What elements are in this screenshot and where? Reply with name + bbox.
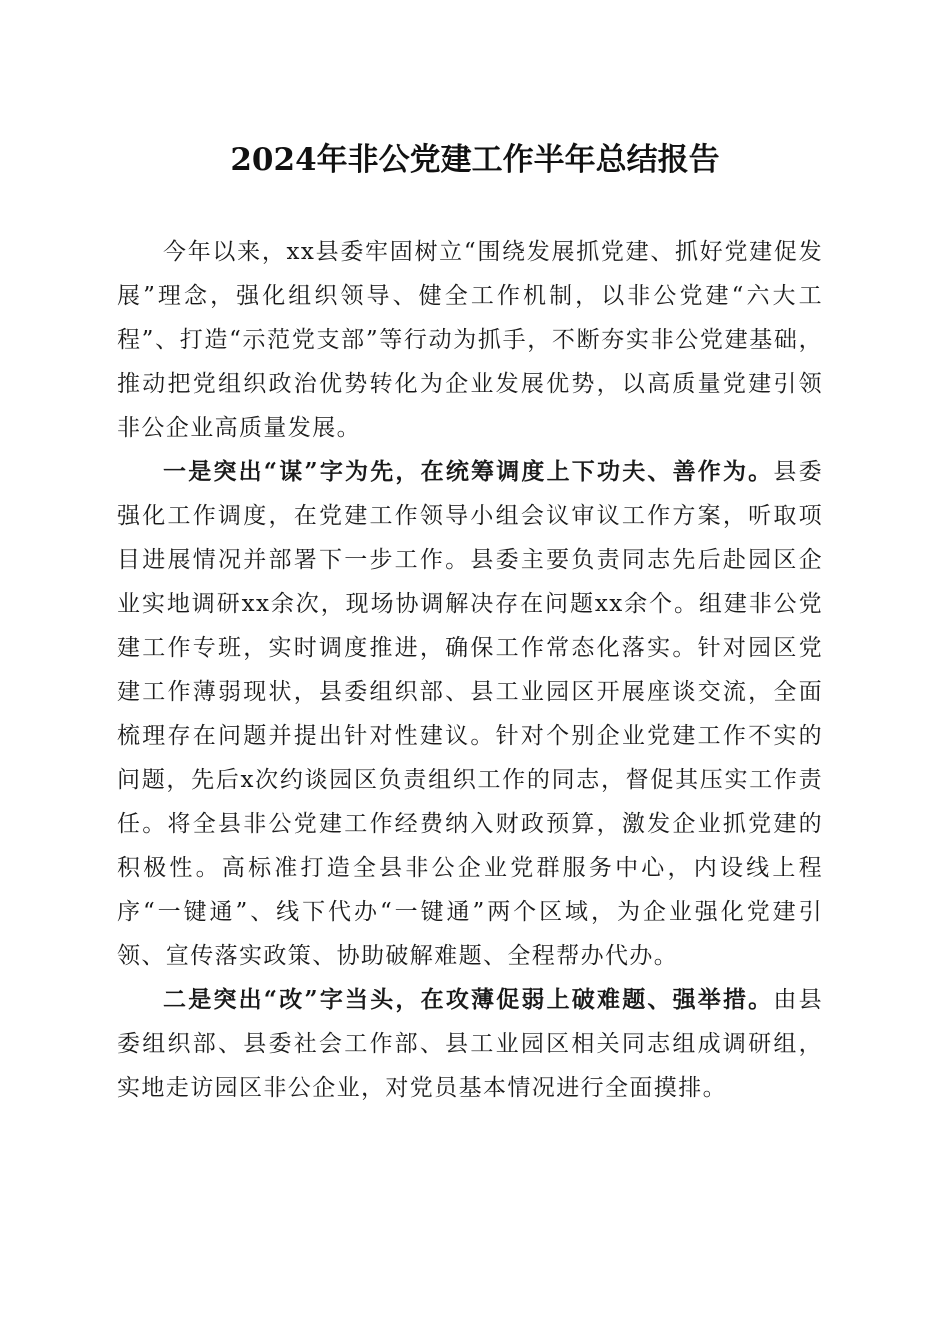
- paragraph-text: 县委强化工作调度，在党建工作领导小组会议审议工作方案，听取项目进展情况并部署下一步工作。县委主要负责同志先后赴园区企业实地调研xx余次，现场协调解决存在问题xx余个。组建非公党建工作专班，实时调度推进，确保工作常态化落实。针对园区党建工作薄弱现状，县委组织部、县工业园区开展座谈交流，全面梳理存在问题并提出针对性建议。针对个别企业党建工作不实的问题，先后x次约谈园区负责组织工作的同志，督促其压实工作责任。将全县非公党建工作经费纳入财政预算，激发企业抓党建的积极性。高标准打造全县非公企业党群服务中心，内设线上程序“一键通”、线下代办“一键通”两个区域，为企业强化党建引领、宣传落实政策、协助破解难题、全程帮办代办。: [117, 459, 823, 969]
- paragraph-section-2: [117, 978, 823, 1110]
- paragraph-intro: [117, 230, 823, 450]
- paragraph-lead: 二是突出“改”字当头，在攻薄促弱上破难题、强举措。: [163, 986, 774, 1013]
- document-title: 2024年非公党建工作半年总结报告: [230, 142, 720, 178]
- paragraph-section-1: [117, 450, 823, 978]
- paragraph-text: 今年以来，xx县委牢固树立“围绕发展抓党建、抓好党建促发展”理念，强化组织领导、健全工作机制，以非公党建“六大工程”、打造“示范党支部”等行动为抓手，不断夯实非公党建基础，推动把党组织政治优势转化为企业发展优势，以高质量党建引领非公企业高质量发展。: [117, 239, 823, 441]
- document-body: [117, 230, 823, 1110]
- paragraph-lead: 一是突出“谋”字为先，在统筹调度上下功夫、善作为。: [163, 458, 774, 485]
- paragraph-text: 由县委组织部、县委社会工作部、县工业园区相关同志组成调研组，实地走访园区非公企业，对党员基本情况进行全面摸排。: [117, 987, 823, 1101]
